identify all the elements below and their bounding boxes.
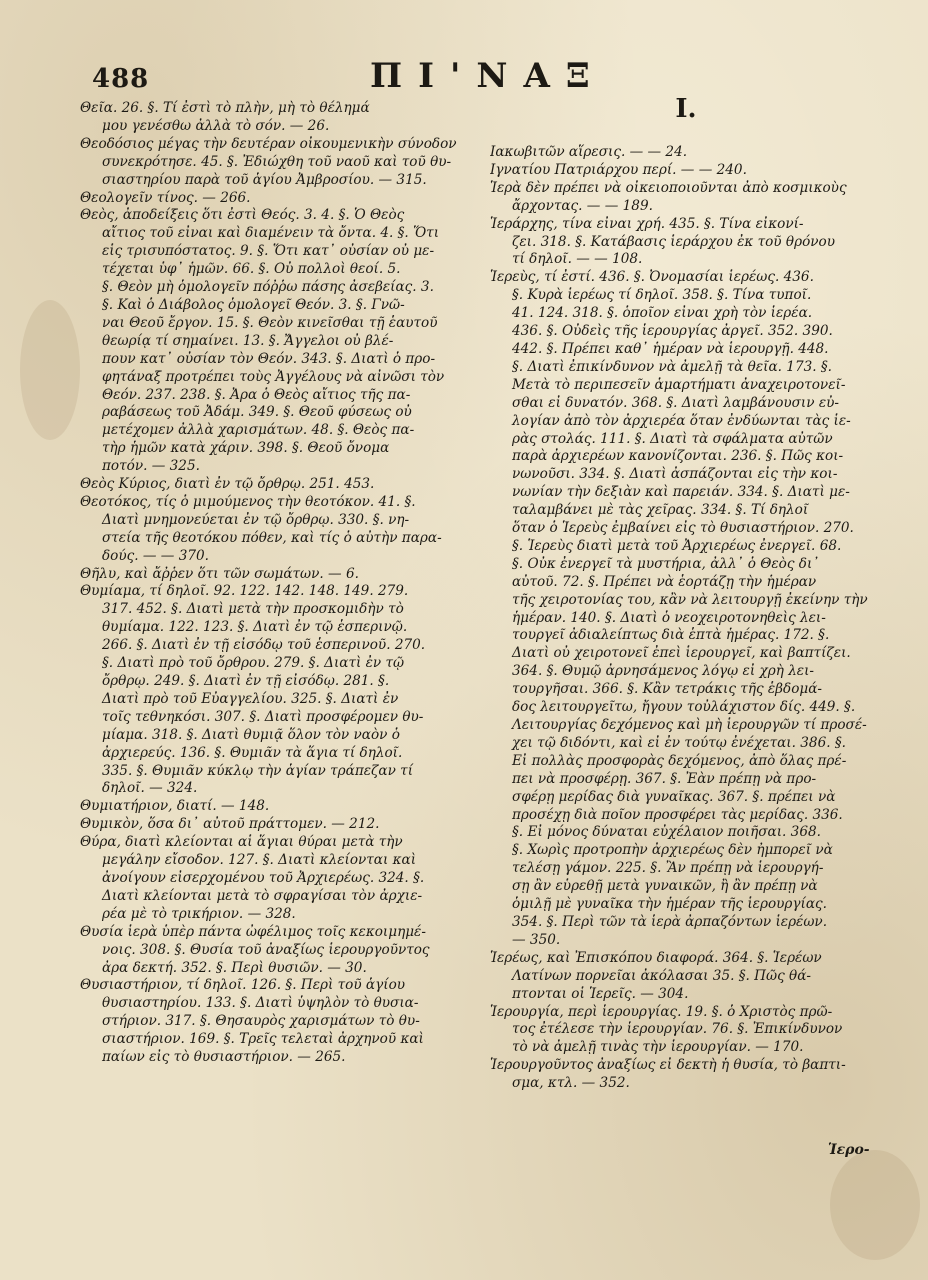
index-entry-line: συνεκρότησε. 45. §. Ἐδιώχθη τοῦ ναοῦ καὶ τοῦ θυ- [102, 153, 452, 170]
index-entry-line: τὴρ ἡμῶν κατὰ χάριν. 398. §. Θεοῦ ὄνομα [102, 440, 390, 457]
index-entry-line: θυμίαμα. 122. 123. §. Διατὶ ἐν τῷ ἑσπερινῷ. [102, 619, 408, 636]
index-entry-line: ραβάσεως τοῦ Ἀδάμ. 349. §. Θεοῦ φύσεως οὐ [102, 404, 412, 421]
index-entry-line: ὄρθρῳ. 249. §. Διατὶ ἐν τῇ εἰσόδῳ. 281. §. [102, 673, 390, 689]
index-entry-line: 436. §. Οὐδεὶς τῆς ἱερουργίας ἀργεῖ. 352. 390. [512, 323, 833, 340]
index-entry-line: Λατίνων πορνεῖαι ἀκόλασαι 35. §. Πῶς θά- [512, 967, 812, 984]
index-entry-line: Λειτουργίας δεχόμενος καὶ μὴ ἱερουργῶν τί προσέ- [512, 717, 867, 733]
index-entry-line: §. Διατὶ πρὸ τοῦ ὄρθρου. 279. §. Διατὶ ἐν τῷ [102, 655, 405, 672]
index-entry-line: φητάναξ προτρέπει τοὺς Ἀγγέλους νὰ αἰνῶσι τὸν [102, 368, 445, 385]
index-entry-line: μίαμα. 318. §. Διατὶ θυμιᾷ ὅλον τὸν ναὸν ὁ [102, 726, 400, 743]
index-entry-line: τί δηλοῖ. — — 108. [512, 251, 643, 268]
index-entry-line: §. Κυρὰ ἱερέως τί δηλοῖ. 358. §. Τίνα τυποῖ. [512, 287, 812, 304]
index-entry-line: πτονται οἱ Ἱερεῖς. — 304. [512, 985, 689, 1002]
index-entry [490, 216, 882, 270]
index-entry-line: σφέρῃ μερίδας διὰ γυναῖκας. 367. §. πρέπει νὰ [512, 788, 836, 805]
index-entry-line: Θεῖα. 26. §. Τί ἐστὶ τὸ πλὴν, μὴ τὸ θέλημά [80, 100, 370, 116]
index-entry-line: τουργεῖ ἀδιαλείπτως διὰ ἑπτὰ ἡμέρας. 172. §. [512, 627, 830, 644]
index-entry-line: τουργῆσαι. 366. §. Κἂν τετράκις τῆς ἑβδομά- [512, 681, 823, 698]
index-entry-line: προσέχῃ διὰ ποῖον προσφέρει τὰς μερίδας. 336. [512, 806, 843, 823]
index-entry-line: τέχεται ὑφ᾽ ἡμῶν. 66. §. Οὐ πολλοὶ θεοί. 5. [102, 261, 401, 278]
index-entry-line: αὐτοῦ. 72. §. Πρέπει νὰ ἑορτάζῃ τὴν ἡμέραν [512, 573, 817, 590]
index-entry-line: λογίαν ἀπὸ τὸν ἀρχιερέα ὅταν ἐνδύωνται τὰς ἱε- [512, 412, 851, 429]
index-entry-line: Ἱερουργοῦντος ἀναξίως εἰ δεκτὴ ἡ θυσία, τὸ βαπτι- [490, 1057, 846, 1074]
index-entry-line: §. Χωρὶς προτροπὴν ἀρχιερέως δὲν ἠμπορεῖ νὰ [512, 842, 833, 859]
index-entry-line: Θυμίαμα, τί δηλοῖ. 92. 122. 142. 148. 149. 279. [80, 583, 409, 600]
index-entry-line: μεγάλην εἴσοδον. 127. §. Διατὶ κλείονται καὶ [102, 852, 417, 869]
index-entry-line: νωνοῦσι. 334. §. Διατὶ ἀσπάζονται εἰς τὴν κοι- [512, 466, 838, 483]
paper-stain [830, 1150, 920, 1260]
index-entry-line: ἄρχοντας. — — 189. [512, 197, 653, 214]
index-entry-line: πει νὰ προσφέρῃ. 367. §. Ἐὰν πρέπῃ νὰ προ- [512, 770, 817, 787]
index-entry-line: στεία τῆς θεοτόκου πόθεν, καὶ τίς ὁ αὐτὴν παρα- [102, 529, 442, 546]
index-entry-line: — 350. [512, 931, 561, 948]
index-entry-line: 335. §. Θυμιᾶν κύκλῳ τὴν ἁγίαν τράπεζαν τί [102, 762, 414, 779]
index-entry-line: §. Διατὶ ἐπικίνδυνον νὰ ἀμελῇ τὰ θεῖα. 173. §. [512, 358, 832, 375]
index-entry-line: ταλαμβάνει μὲ τὰς χεῖρας. 334. §. Τί δηλοῖ [512, 502, 809, 519]
index-entry-line: εἷς τρισυπόστατος. 9. §. Ὅτι κατ᾽ οὐσίαν οὐ με- [102, 243, 435, 260]
index-entry-line: ἀνοίγουν εἰσερχομένου τοῦ Ἀρχιερέως. 324. §. [102, 869, 425, 886]
index-entry [80, 924, 478, 978]
index-entry-line: Θεοδόσιος μέγας τὴν δευτέραν οἰκουμενικὴν σύνοδον [80, 135, 457, 152]
index-entry-line: Θυσία ἱερὰ ὑπὲρ πάντα ὠφέλιμος τοῖς κεκοιμημέ- [80, 923, 426, 940]
index-entry-line: ἆρα δεκτή. 352. §. Περὶ θυσιῶν. — 30. [102, 959, 367, 976]
index-entry-line: Θῆλυ, καὶ ἄῤῥεν ὅτι τῶν σωμάτων. — 6. [80, 565, 359, 582]
index-entry-line: Ιακωβιτῶν αἵρεσις. — — 24. [490, 144, 688, 160]
index-entry-line: ρέα μὲ τὸ τρικήριον. — 328. [102, 905, 296, 922]
index-entry [80, 798, 478, 816]
index-entry-line: αἴτιος τοῦ εἶναι καὶ διαμένειν τὰ ὄντα. 4. §. Ὅτι [102, 225, 440, 242]
index-entry [490, 269, 882, 949]
index-entry-line: χει τῷ διδόντι, καὶ εἰ ἐν τούτῳ ἐνέχεται. 386. §. [512, 734, 846, 751]
index-entry-line: πουν κατ᾽ οὐσίαν τὸν Θεόν. 343. §. Διατὶ ὁ προ- [102, 350, 436, 367]
index-entry-line: ἡμέραν. 140. §. Διατὶ ὁ νεοχειροτονηθεὶς λει- [512, 609, 826, 626]
paper-stain [20, 300, 80, 440]
index-entry-line: §. Ἱερεὺς διατὶ μετὰ τοῦ Ἀρχιερέως ἐνεργεῖ. 68. [512, 537, 842, 554]
index-entry-line: 354. §. Περὶ τῶν τὰ ἱερὰ ἀρπαζόντων ἱερέων. [512, 913, 828, 930]
index-entry-line: Διατὶ κλείονται μετὰ τὸ σφραγίσαι τὸν ἀρχιε- [102, 887, 423, 904]
index-entry-line: Θεὸς, ἀποδείξεις ὅτι ἐστὶ Θεός. 3. 4. §. Ὁ Θεὸς [80, 207, 405, 224]
right-index-column [490, 94, 882, 1093]
index-entry [80, 476, 478, 494]
right-entries [490, 144, 882, 1093]
index-entry-line: σμα, κτλ. — 352. [512, 1075, 630, 1092]
index-entry-line: ζει. 318. §. Κατάβασις ἱεράρχου ἐκ τοῦ θρόνου [512, 233, 835, 250]
index-entry-line: Θεὸς Κύριος, διατὶ ἐν τῷ ὄρθρῳ. 251. 453. [80, 476, 375, 493]
index-entry [490, 1004, 882, 1058]
index-entry-line: Ἱεράρχης, τίνα εἶναι χρή. 435. §. Τίνα εἰκονί- [490, 215, 804, 232]
index-entry-line: δος λειτουργεῖτω, ἤγουν τοὐλάχιστον δίς. 449. §. [512, 699, 856, 716]
index-entry-line: τοῖς τεθνηκόσι. 307. §. Διατὶ προσφέρομεν θυ- [102, 708, 424, 725]
index-entry-line: σιαστηρίου παρὰ τοῦ ἁγίου Ἀμβροσίου. — 315. [102, 171, 427, 188]
index-entry-line: Ἱερὰ δὲν πρέπει νὰ οἰκειοποιοῦνται ἀπὸ κοσμικοὺς [490, 179, 847, 196]
index-entry-line: Θεόν. 237. 238. §. Ἀρα ὁ Θεὸς αἴτιος τῆς πα- [102, 386, 411, 403]
index-entry [80, 207, 478, 476]
index-entry-line: Θυμικὸν, ὅσα δι᾽ αὐτοῦ πράττομεν. — 212. [80, 816, 380, 833]
index-entry-line: 364. §. Θυμῷ ἀρνησάμενος λόγῳ εἰ χρὴ λει- [512, 663, 815, 680]
index-entry-line: Διατὶ πρὸ τοῦ Εὐαγγελίου. 325. §. Διατὶ ἐν [102, 690, 399, 707]
index-entry-line: 266. §. Διατὶ ἐν τῇ εἰσόδῳ τοῦ ἑσπερινοῦ. 270. [102, 637, 426, 654]
index-entry-line: §. Εἰ μόνος δύναται εὐχέλαιον ποιῆσαι. 368. [512, 824, 821, 841]
index-entry-line: Διατὶ οὐ χειροτονεῖ ἐπεὶ ἱερουργεῖ, καὶ βαπτίζει. [512, 645, 851, 662]
index-entry-line: 41. 124. 318. §. ὁποῖον εἶναι χρὴ τὸν ἱερέα. [512, 305, 813, 322]
index-entry-line: θυσιαστηρίου. 133. §. Διατὶ ὑψηλὸν τὸ θυσια- [102, 995, 419, 1012]
index-entry-line: ὁμιλῇ μὲ γυναῖκα τὴν ἡμέραν τῆς ἱερουργίας. [512, 896, 827, 913]
index-entry-line: μετέχομεν ἀλλὰ χαρισμάτων. 48. §. Θεὸς πα- [102, 422, 415, 439]
index-entry [490, 144, 882, 162]
index-entry-line: Θυσιαστήριον, τί δηλοῖ. 126. §. Περὶ τοῦ ἁγίου [80, 977, 406, 994]
index-entry [80, 190, 478, 208]
index-entry-line: §. Καὶ ὁ Διάβολος ὁμολογεῖ Θεόν. 3. §. Γνῶ- [102, 296, 405, 313]
index-entry [80, 816, 478, 834]
index-entry [80, 977, 478, 1067]
index-entry-line: Ἱερουργία, περὶ ἱερουργίας. 19. §. ὁ Χριστὸς πρῶ- [490, 1003, 833, 1020]
index-entry [80, 494, 478, 566]
index-entry-line: 317. 452. §. Διατὶ μετὰ τὴν προσκομιδὴν τὸ [102, 601, 404, 618]
index-entry-line: Εἰ πολλὰς προσφορὰς δεχόμενος, ἀπὸ ὅλας πρέ- [512, 752, 847, 769]
section-letter: Ι. [675, 94, 697, 124]
index-entry-line: σιαστήριον. 169. §. Τρεῖς τελεταὶ ἀρχηνοῦ καὶ [102, 1031, 424, 1048]
running-head: ΠΙ'ΝΑΞ [370, 56, 606, 96]
index-entry-line: δηλοῖ. — 324. [102, 780, 198, 797]
index-entry-line: δούς. — — 370. [102, 547, 209, 564]
index-entry-line: Ιγνατίου Πατριάρχου περί. — — 240. [490, 161, 747, 178]
index-entry-line: 442. §. Πρέπει καθ᾽ ἡμέραν νὰ ἱερουργῇ. 448. [512, 340, 829, 357]
index-entry-line: παίων εἰς τὸ θυσιαστήριον. — 265. [102, 1049, 346, 1066]
index-entry [80, 136, 478, 190]
index-entry-line: τῆς χειροτονίας του, κἂν νὰ λειτουργῇ ἐκείνην τὴν [512, 591, 868, 608]
index-entry-line: Θεοτόκος, τίς ὁ μιμούμενος τὴν θεοτόκον. 41. §. [80, 493, 416, 510]
index-entry-line: σῃ ἂν εὑρεθῇ μετὰ γυναικῶν, ἢ ἂν πρέπῃ νὰ [512, 878, 818, 895]
index-entry-line: Θύρα, διατὶ κλείονται αἱ ἅγιαι θύραι μετὰ τὴν [80, 834, 403, 851]
index-entry-line: Ἱερέως, καὶ Ἐπισκόπου διαφορά. 364. §. Ἱερέων [490, 949, 822, 966]
page-number: 488 [92, 64, 150, 94]
index-entry [490, 1057, 882, 1093]
index-entry-line: τελέσῃ γάμον. 225. §. Ἂν πρέπῃ νὰ ἱερουργή- [512, 860, 824, 877]
index-entry [490, 180, 882, 216]
index-entry-line: νοις. 308. §. Θυσία τοῦ ἀναξίως ἱερουργοῦντος [102, 941, 430, 958]
index-entry-line: στήριον. 317. §. Θησαυρὸς χαρισμάτων τὸ θυ- [102, 1013, 420, 1030]
index-entry [80, 834, 478, 924]
index-entry-line: Θεολογεῖν τίνος. — 266. [80, 189, 251, 206]
index-entry [490, 950, 882, 1004]
index-entry [80, 566, 478, 584]
index-entry-line: §. Οὐκ ἐνεργεῖ τὰ μυστήρια, ἀλλ᾽ ὁ Θεὸς δι᾽ [512, 555, 820, 572]
index-entry-line: Μετὰ τὸ περιπεσεῖν ἁμαρτήματι ἀναχειροτονεῖ- [512, 376, 846, 393]
index-entry-line: σθαι εἰ δυνατόν. 368. §. Διατὶ λαμβάνουσιν εὐ- [512, 394, 839, 411]
index-entry-line: ρὰς στολάς. 111. §. Διατὶ τὰ σφάλματα αὐτῶν [512, 430, 833, 447]
index-entry [80, 583, 478, 798]
index-entry-line: ποτόν. — 325. [102, 458, 200, 475]
index-entry-line: τος ἐτέλεσε τὴν ἱερουργίαν. 76. §. Ἐπικίνδυνον [512, 1021, 843, 1038]
index-entry-line: ἀρχιερεύς. 136. §. Θυμιᾶν τὰ ἅγια τί δηλοῖ. [102, 744, 403, 761]
index-entry-line: ὅταν ὁ Ἱερεὺς ἐμβαίνει εἰς τὸ θυσιαστήριον. 270. [512, 520, 854, 537]
index-entry-line: Θυμιατήριον, διατί. — 148. [80, 798, 270, 815]
index-entry-line: ναι Θεοῦ ἔργον. 15. §. Θεὸν κινεῖσθαι τῇ ἑαυτοῦ [102, 314, 438, 331]
index-entry-line: θεωρίᾳ τί σημαίνει. 13. §. Ἄγγελοι οὐ βλέ- [102, 332, 394, 349]
index-entry-line: §. Θεὸν μὴ ὁμολογεῖν πόῤῥω πάσης ἀσεβείας. 3. [102, 279, 434, 296]
index-entry-line: Ἱερεὺς, τί ἐστί. 436. §. Ὀνομασίαι ἱερέως. 436. [490, 269, 814, 286]
left-index-column [80, 100, 478, 1067]
index-entry [490, 162, 882, 180]
index-entry-line: τὸ νὰ ἀμελῇ τινὰς τὴν ἱερουργίαν. — 170. [512, 1039, 804, 1056]
index-entry-line: παρὰ ἀρχιερέων κανονίζονται. 236. §. Πῶς κοι- [512, 448, 844, 465]
index-entry-line: μου γενέσθω ἀλλὰ τὸ σόν. — 26. [102, 117, 330, 134]
index-entry [80, 100, 478, 136]
catchword: Ἱερο- [828, 1142, 870, 1158]
index-entry-line: νωνίαν τὴν δεξιὰν καὶ παρειάν. 334. §. Διατὶ με- [512, 484, 850, 501]
index-entry-line: Διατὶ μνημονεύεται ἐν τῷ ὄρθρῳ. 330. §. νη- [102, 511, 410, 528]
